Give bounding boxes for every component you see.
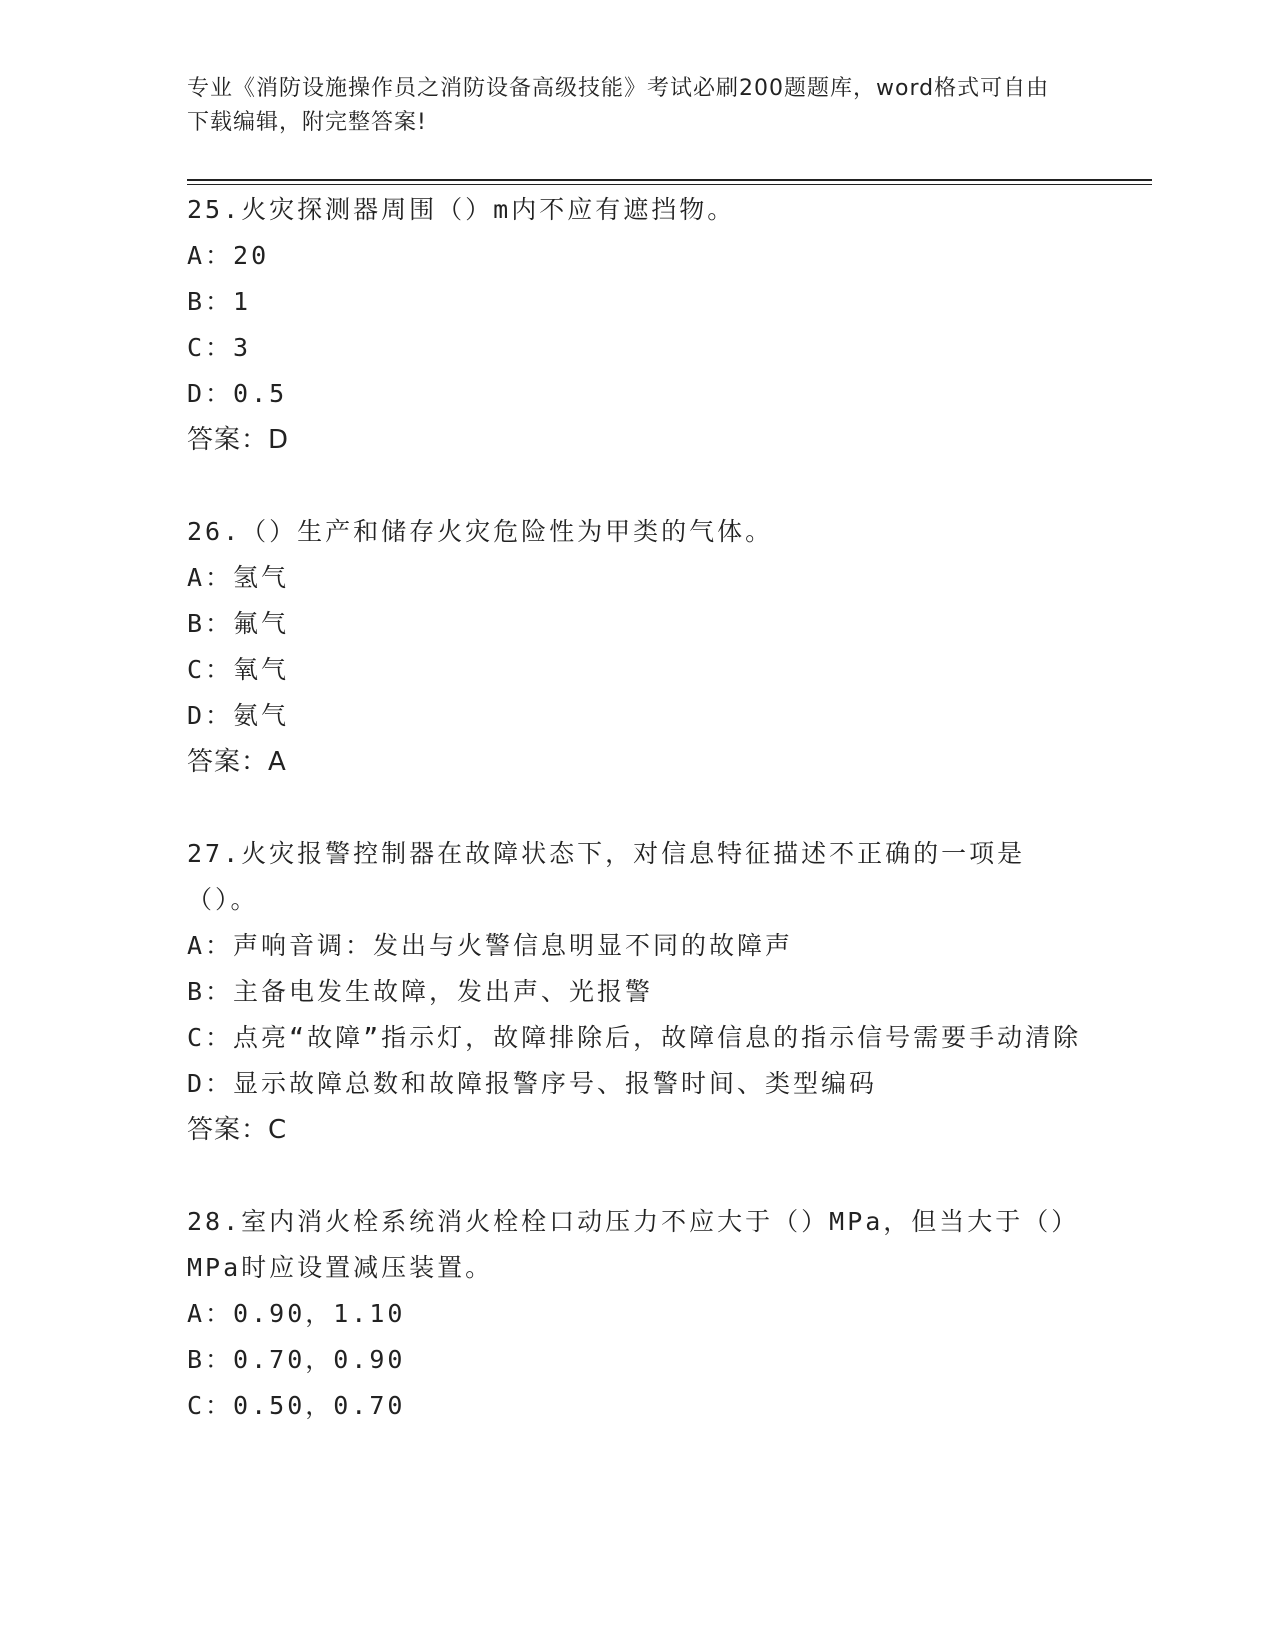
- option-c: C：点亮“故障”指示灯，故障排除后，故障信息的指示信号需要手动清除: [187, 1023, 1082, 1052]
- question-27: [187, 831, 1087, 1153]
- option-d: D：0.5: [187, 379, 288, 408]
- document-header: [187, 72, 1067, 140]
- question-26: [187, 509, 1087, 785]
- option-b: B：0.70，0.90: [187, 1345, 406, 1374]
- header-divider-thick: [187, 179, 1152, 181]
- header-divider-thin: [187, 184, 1152, 185]
- question-25: [187, 187, 1087, 463]
- answer-line: 答案：C: [187, 1115, 288, 1145]
- option-b: B：主备电发生故障，发出声、光报警: [187, 977, 654, 1006]
- option-c: C：氧气: [187, 655, 290, 684]
- question-list: [187, 187, 1087, 1475]
- option-b: B：1: [187, 287, 252, 316]
- option-a: A：0.90，1.10: [187, 1299, 406, 1328]
- question-stem: 25.火灾探测器周围（）m内不应有遮挡物。: [187, 195, 736, 224]
- option-d: D：氨气: [187, 701, 290, 730]
- question-28: [187, 1199, 1087, 1429]
- option-d: D：显示故障总数和故障报警序号、报警时间、类型编码: [187, 1069, 878, 1098]
- answer-line: 答案：D: [187, 425, 290, 455]
- option-b: B：氟气: [187, 609, 290, 638]
- option-c: C：0.50，0.70: [187, 1391, 406, 1420]
- option-c: C：3: [187, 333, 252, 362]
- option-a: A：声响音调：发出与火警信息明显不同的故障声: [187, 931, 794, 960]
- question-stem: 26.（）生产和储存火灾危险性为甲类的气体。: [187, 517, 774, 546]
- question-stem: 28.室内消火栓系统消火栓栓口动压力不应大于（）MPa，但当大于（）MPa时应设置减压装置。: [187, 1207, 1080, 1282]
- answer-line: 答案：A: [187, 747, 287, 777]
- option-a: A：氢气: [187, 563, 290, 592]
- option-a: A：20: [187, 241, 270, 270]
- question-stem: 27.火灾报警控制器在故障状态下，对信息特征描述不正确的一项是（）。: [187, 839, 1026, 914]
- header-intro: 专业《消防设施操作员之消防设备高级技能》考试必刷200题题库，word格式可自由下载编辑，附完整答案!: [187, 76, 1050, 135]
